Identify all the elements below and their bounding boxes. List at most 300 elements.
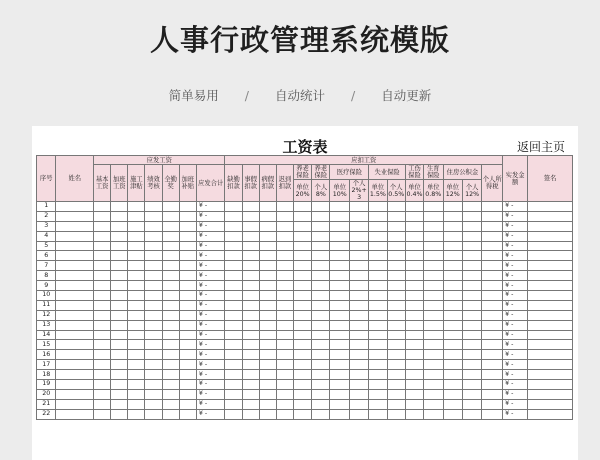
table-cell[interactable]	[293, 409, 311, 419]
table-cell[interactable]	[482, 202, 503, 212]
table-cell[interactable]	[276, 399, 293, 409]
table-cell[interactable]	[56, 211, 94, 221]
table-cell[interactable]	[145, 350, 162, 360]
table-cell[interactable]	[162, 231, 179, 241]
table-cell[interactable]	[162, 340, 179, 350]
net-pay-cell[interactable]: ¥ -	[503, 221, 528, 231]
table-cell[interactable]	[330, 340, 349, 350]
payable-total-cell[interactable]: ¥ -	[196, 300, 225, 310]
table-cell[interactable]	[330, 231, 349, 241]
table-cell[interactable]	[528, 202, 573, 212]
table-cell[interactable]	[528, 291, 573, 301]
table-cell[interactable]	[111, 399, 128, 409]
table-cell[interactable]	[312, 291, 330, 301]
table-cell[interactable]	[482, 380, 503, 390]
table-cell[interactable]	[330, 370, 349, 380]
table-cell[interactable]	[330, 300, 349, 310]
table-cell[interactable]	[369, 340, 387, 350]
table-cell[interactable]	[259, 231, 276, 241]
table-cell[interactable]	[405, 271, 423, 281]
table-cell[interactable]	[482, 271, 503, 281]
table-cell[interactable]	[259, 211, 276, 221]
table-cell[interactable]	[424, 231, 443, 241]
table-cell[interactable]	[179, 370, 196, 380]
table-cell[interactable]	[259, 320, 276, 330]
table-cell[interactable]	[424, 320, 443, 330]
table-cell[interactable]	[242, 271, 259, 281]
net-pay-cell[interactable]: ¥ -	[503, 281, 528, 291]
table-cell[interactable]	[145, 330, 162, 340]
table-cell[interactable]	[128, 251, 145, 261]
table-cell[interactable]	[462, 241, 481, 251]
table-cell[interactable]	[259, 330, 276, 340]
table-cell[interactable]	[276, 389, 293, 399]
table-cell[interactable]	[349, 291, 368, 301]
table-cell[interactable]	[179, 241, 196, 251]
table-cell[interactable]	[293, 261, 311, 271]
table-cell[interactable]	[242, 360, 259, 370]
table-cell[interactable]	[369, 300, 387, 310]
table-cell[interactable]	[349, 202, 368, 212]
table-cell[interactable]	[443, 291, 462, 301]
table-cell[interactable]	[443, 389, 462, 399]
net-pay-cell[interactable]: ¥ -	[503, 251, 528, 261]
table-cell[interactable]	[242, 231, 259, 241]
table-cell[interactable]	[94, 380, 111, 390]
table-cell[interactable]	[369, 310, 387, 320]
table-cell[interactable]	[259, 221, 276, 231]
table-cell[interactable]	[276, 300, 293, 310]
table-cell[interactable]	[482, 291, 503, 301]
table-cell[interactable]	[405, 202, 423, 212]
table-cell[interactable]	[94, 271, 111, 281]
table-cell[interactable]	[145, 310, 162, 320]
table-cell[interactable]	[349, 389, 368, 399]
table-cell[interactable]	[242, 409, 259, 419]
payable-total-cell[interactable]: ¥ -	[196, 231, 225, 241]
table-cell[interactable]	[128, 389, 145, 399]
table-cell[interactable]	[111, 271, 128, 281]
table-cell[interactable]	[405, 350, 423, 360]
table-cell[interactable]	[405, 221, 423, 231]
table-cell[interactable]	[259, 389, 276, 399]
table-cell[interactable]	[424, 389, 443, 399]
table-cell[interactable]	[162, 330, 179, 340]
table-cell[interactable]	[293, 211, 311, 221]
table-cell[interactable]	[349, 231, 368, 241]
table-cell[interactable]	[94, 320, 111, 330]
table-cell[interactable]	[387, 409, 405, 419]
table-cell[interactable]	[369, 291, 387, 301]
table-cell[interactable]	[443, 380, 462, 390]
table-cell[interactable]	[128, 261, 145, 271]
table-cell[interactable]	[94, 330, 111, 340]
payable-total-cell[interactable]: ¥ -	[196, 291, 225, 301]
table-cell[interactable]	[387, 241, 405, 251]
table-cell[interactable]	[56, 251, 94, 261]
table-cell[interactable]	[443, 409, 462, 419]
table-cell[interactable]	[162, 409, 179, 419]
table-cell[interactable]	[145, 340, 162, 350]
table-cell[interactable]	[443, 340, 462, 350]
table-cell[interactable]	[259, 251, 276, 261]
table-cell[interactable]	[462, 389, 481, 399]
table-cell[interactable]	[145, 300, 162, 310]
table-cell[interactable]	[94, 241, 111, 251]
table-cell[interactable]	[387, 330, 405, 340]
table-cell[interactable]	[349, 261, 368, 271]
table-cell[interactable]	[162, 241, 179, 251]
table-cell[interactable]	[128, 360, 145, 370]
table-cell[interactable]	[94, 281, 111, 291]
net-pay-cell[interactable]: ¥ -	[503, 320, 528, 330]
net-pay-cell[interactable]: ¥ -	[503, 399, 528, 409]
payable-total-cell[interactable]: ¥ -	[196, 330, 225, 340]
table-cell[interactable]	[276, 330, 293, 340]
table-cell[interactable]	[276, 231, 293, 241]
table-cell[interactable]	[405, 330, 423, 340]
table-cell[interactable]	[330, 380, 349, 390]
payable-total-cell[interactable]: ¥ -	[196, 360, 225, 370]
table-cell[interactable]	[56, 380, 94, 390]
table-cell[interactable]	[349, 350, 368, 360]
table-cell[interactable]	[56, 360, 94, 370]
table-cell[interactable]	[405, 261, 423, 271]
table-cell[interactable]	[462, 330, 481, 340]
table-cell[interactable]	[424, 202, 443, 212]
table-cell[interactable]	[162, 281, 179, 291]
table-cell[interactable]	[424, 399, 443, 409]
table-cell[interactable]	[293, 380, 311, 390]
net-pay-cell[interactable]: ¥ -	[503, 389, 528, 399]
table-cell[interactable]	[482, 221, 503, 231]
table-cell[interactable]	[462, 409, 481, 419]
table-cell[interactable]	[179, 310, 196, 320]
table-cell[interactable]	[312, 409, 330, 419]
table-cell[interactable]	[387, 389, 405, 399]
table-cell[interactable]	[128, 231, 145, 241]
table-cell[interactable]	[179, 320, 196, 330]
table-cell[interactable]	[94, 360, 111, 370]
table-cell[interactable]	[276, 241, 293, 251]
table-cell[interactable]	[145, 320, 162, 330]
table-cell[interactable]	[424, 340, 443, 350]
table-cell[interactable]	[162, 360, 179, 370]
table-cell[interactable]	[387, 300, 405, 310]
table-cell[interactable]	[482, 310, 503, 320]
net-pay-cell[interactable]: ¥ -	[503, 291, 528, 301]
table-cell[interactable]	[276, 340, 293, 350]
table-cell[interactable]	[128, 330, 145, 340]
table-cell[interactable]	[369, 370, 387, 380]
table-cell[interactable]	[56, 271, 94, 281]
table-cell[interactable]	[349, 271, 368, 281]
table-cell[interactable]	[405, 300, 423, 310]
table-cell[interactable]	[462, 320, 481, 330]
table-cell[interactable]	[482, 370, 503, 380]
table-cell[interactable]	[225, 399, 242, 409]
table-cell[interactable]	[242, 241, 259, 251]
table-cell[interactable]	[56, 350, 94, 360]
table-cell[interactable]	[56, 370, 94, 380]
table-cell[interactable]	[369, 389, 387, 399]
table-cell[interactable]	[482, 231, 503, 241]
table-cell[interactable]	[369, 320, 387, 330]
table-cell[interactable]	[128, 380, 145, 390]
table-cell[interactable]	[259, 399, 276, 409]
table-cell[interactable]	[225, 409, 242, 419]
table-cell[interactable]	[145, 409, 162, 419]
table-cell[interactable]	[349, 380, 368, 390]
table-cell[interactable]	[482, 261, 503, 271]
net-pay-cell[interactable]: ¥ -	[503, 241, 528, 251]
net-pay-cell[interactable]: ¥ -	[503, 340, 528, 350]
table-cell[interactable]	[528, 251, 573, 261]
net-pay-cell[interactable]: ¥ -	[503, 300, 528, 310]
table-cell[interactable]	[405, 211, 423, 221]
table-cell[interactable]	[225, 261, 242, 271]
table-cell[interactable]	[482, 281, 503, 291]
table-cell[interactable]	[528, 211, 573, 221]
table-cell[interactable]	[94, 350, 111, 360]
net-pay-cell[interactable]: ¥ -	[503, 409, 528, 419]
table-cell[interactable]	[424, 350, 443, 360]
table-cell[interactable]	[162, 202, 179, 212]
table-cell[interactable]	[369, 251, 387, 261]
table-cell[interactable]	[349, 300, 368, 310]
table-cell[interactable]	[94, 202, 111, 212]
table-cell[interactable]	[369, 350, 387, 360]
table-cell[interactable]	[276, 370, 293, 380]
table-cell[interactable]	[482, 211, 503, 221]
table-cell[interactable]	[312, 211, 330, 221]
table-cell[interactable]	[94, 221, 111, 231]
table-cell[interactable]	[242, 221, 259, 231]
table-cell[interactable]	[162, 370, 179, 380]
table-cell[interactable]	[111, 310, 128, 320]
table-cell[interactable]	[259, 360, 276, 370]
table-cell[interactable]	[443, 350, 462, 360]
payable-total-cell[interactable]: ¥ -	[196, 340, 225, 350]
table-cell[interactable]	[242, 330, 259, 340]
table-cell[interactable]	[128, 281, 145, 291]
table-cell[interactable]	[330, 211, 349, 221]
payable-total-cell[interactable]: ¥ -	[196, 251, 225, 261]
table-cell[interactable]	[128, 291, 145, 301]
back-to-home-link[interactable]: 返回主页	[516, 140, 565, 154]
table-cell[interactable]	[528, 281, 573, 291]
payable-total-cell[interactable]: ¥ -	[196, 202, 225, 212]
table-cell[interactable]	[145, 251, 162, 261]
table-cell[interactable]	[405, 241, 423, 251]
table-cell[interactable]	[145, 211, 162, 221]
table-cell[interactable]	[369, 211, 387, 221]
payable-total-cell[interactable]: ¥ -	[196, 320, 225, 330]
table-cell[interactable]	[162, 261, 179, 271]
table-cell[interactable]	[293, 231, 311, 241]
table-cell[interactable]	[349, 320, 368, 330]
table-cell[interactable]	[312, 261, 330, 271]
table-cell[interactable]	[225, 320, 242, 330]
table-cell[interactable]	[179, 231, 196, 241]
table-cell[interactable]	[225, 281, 242, 291]
table-cell[interactable]	[111, 231, 128, 241]
table-cell[interactable]	[56, 340, 94, 350]
net-pay-cell[interactable]: ¥ -	[503, 211, 528, 221]
table-cell[interactable]	[349, 340, 368, 350]
payable-total-cell[interactable]: ¥ -	[196, 281, 225, 291]
table-cell[interactable]	[369, 380, 387, 390]
table-cell[interactable]	[111, 409, 128, 419]
table-cell[interactable]	[405, 291, 423, 301]
table-cell[interactable]	[259, 241, 276, 251]
table-cell[interactable]	[111, 291, 128, 301]
table-cell[interactable]	[293, 310, 311, 320]
table-cell[interactable]	[349, 211, 368, 221]
table-cell[interactable]	[225, 300, 242, 310]
table-cell[interactable]	[259, 340, 276, 350]
table-cell[interactable]	[387, 360, 405, 370]
table-cell[interactable]	[242, 291, 259, 301]
table-cell[interactable]	[293, 281, 311, 291]
table-cell[interactable]	[179, 330, 196, 340]
table-cell[interactable]	[349, 360, 368, 370]
payable-total-cell[interactable]: ¥ -	[196, 241, 225, 251]
table-cell[interactable]	[312, 340, 330, 350]
table-cell[interactable]	[179, 380, 196, 390]
table-cell[interactable]	[528, 370, 573, 380]
table-cell[interactable]	[462, 350, 481, 360]
table-cell[interactable]	[405, 231, 423, 241]
table-cell[interactable]	[94, 251, 111, 261]
table-cell[interactable]	[312, 231, 330, 241]
table-cell[interactable]	[259, 370, 276, 380]
table-cell[interactable]	[424, 409, 443, 419]
table-cell[interactable]	[482, 320, 503, 330]
table-cell[interactable]	[482, 300, 503, 310]
table-cell[interactable]	[482, 350, 503, 360]
table-cell[interactable]	[128, 241, 145, 251]
table-cell[interactable]	[312, 251, 330, 261]
table-cell[interactable]	[528, 360, 573, 370]
table-cell[interactable]	[387, 310, 405, 320]
table-cell[interactable]	[293, 389, 311, 399]
table-cell[interactable]	[56, 300, 94, 310]
table-cell[interactable]	[443, 320, 462, 330]
table-cell[interactable]	[56, 330, 94, 340]
table-cell[interactable]	[145, 291, 162, 301]
table-cell[interactable]	[293, 241, 311, 251]
table-cell[interactable]	[462, 360, 481, 370]
table-cell[interactable]	[528, 310, 573, 320]
table-cell[interactable]	[528, 300, 573, 310]
table-cell[interactable]	[276, 310, 293, 320]
table-cell[interactable]	[179, 350, 196, 360]
table-cell[interactable]	[162, 251, 179, 261]
table-cell[interactable]	[387, 291, 405, 301]
table-cell[interactable]	[462, 221, 481, 231]
table-cell[interactable]	[528, 389, 573, 399]
table-cell[interactable]	[330, 350, 349, 360]
table-cell[interactable]	[369, 202, 387, 212]
table-cell[interactable]	[528, 409, 573, 419]
table-cell[interactable]	[242, 399, 259, 409]
table-cell[interactable]	[462, 231, 481, 241]
table-cell[interactable]	[462, 251, 481, 261]
table-cell[interactable]	[424, 211, 443, 221]
table-cell[interactable]	[369, 271, 387, 281]
table-cell[interactable]	[405, 370, 423, 380]
table-cell[interactable]	[528, 320, 573, 330]
table-cell[interactable]	[111, 380, 128, 390]
table-cell[interactable]	[424, 300, 443, 310]
table-cell[interactable]	[145, 271, 162, 281]
table-cell[interactable]	[349, 241, 368, 251]
table-cell[interactable]	[179, 261, 196, 271]
table-cell[interactable]	[276, 271, 293, 281]
table-cell[interactable]	[162, 389, 179, 399]
table-cell[interactable]	[369, 231, 387, 241]
table-cell[interactable]	[462, 211, 481, 221]
table-cell[interactable]	[276, 409, 293, 419]
table-cell[interactable]	[462, 380, 481, 390]
table-cell[interactable]	[482, 389, 503, 399]
table-cell[interactable]	[405, 320, 423, 330]
table-cell[interactable]	[387, 211, 405, 221]
table-cell[interactable]	[128, 310, 145, 320]
table-cell[interactable]	[482, 241, 503, 251]
table-cell[interactable]	[312, 399, 330, 409]
table-cell[interactable]	[293, 271, 311, 281]
table-cell[interactable]	[293, 330, 311, 340]
table-cell[interactable]	[405, 340, 423, 350]
table-cell[interactable]	[179, 221, 196, 231]
table-cell[interactable]	[111, 221, 128, 231]
table-cell[interactable]	[162, 320, 179, 330]
table-cell[interactable]	[330, 320, 349, 330]
table-cell[interactable]	[225, 380, 242, 390]
table-cell[interactable]	[162, 221, 179, 231]
table-cell[interactable]	[94, 291, 111, 301]
table-cell[interactable]	[56, 231, 94, 241]
table-cell[interactable]	[128, 271, 145, 281]
table-cell[interactable]	[443, 310, 462, 320]
table-cell[interactable]	[145, 281, 162, 291]
table-cell[interactable]	[293, 399, 311, 409]
table-cell[interactable]	[387, 340, 405, 350]
table-cell[interactable]	[405, 380, 423, 390]
table-cell[interactable]	[94, 300, 111, 310]
table-cell[interactable]	[443, 300, 462, 310]
payable-total-cell[interactable]: ¥ -	[196, 389, 225, 399]
table-cell[interactable]	[259, 291, 276, 301]
table-cell[interactable]	[528, 399, 573, 409]
table-cell[interactable]	[462, 370, 481, 380]
table-cell[interactable]	[349, 370, 368, 380]
table-cell[interactable]	[387, 320, 405, 330]
table-cell[interactable]	[462, 300, 481, 310]
table-cell[interactable]	[443, 370, 462, 380]
table-cell[interactable]	[312, 330, 330, 340]
table-cell[interactable]	[443, 221, 462, 231]
table-cell[interactable]	[424, 251, 443, 261]
table-cell[interactable]	[293, 320, 311, 330]
table-cell[interactable]	[111, 360, 128, 370]
table-cell[interactable]	[56, 281, 94, 291]
table-cell[interactable]	[405, 310, 423, 320]
table-cell[interactable]	[179, 271, 196, 281]
table-cell[interactable]	[405, 360, 423, 370]
